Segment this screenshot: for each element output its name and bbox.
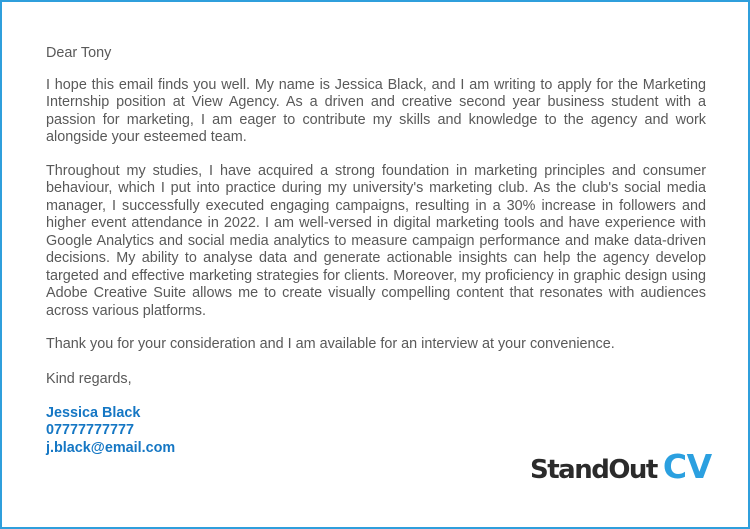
signature-name: Jessica Black [46,405,141,421]
standout-cv-logo [530,447,712,491]
letter-paragraph-experience: Throughout my studies, I have acquired a strong foundation in marketing principles and consumer behaviour, which I put into practice during my university's marketing club. As the club's social media manager, I successfully executed engaging campaigns, resulting in a 30% increase in followers and higher event attendance in 2022. I am well-versed in digital marketing tools and have experience with Google Analytics and social media analytics to measure campaign performance and make data-driven decisions. My ability to analyse data and generate actionable insights can help the agency develop targeted and effective marketing strategies for clients. Moreover, my proficiency in graphic design using Adobe Creative Suite allows me to create visually compelling content that resonates with audiences across various platforms. [46,162,706,319]
cover-letter [46,45,706,457]
letter-paragraph-intro: I hope this email finds you well. My name is Jessica Black, and I am writing to apply for the Marketing Internship position at View Agency. As a driven and creative second year business student with a passion for marketing, I am eager to contribute my skills and knowledge to the agency and work alongside your esteemed team. [46,76,706,145]
logo-text-standout: StandOut [530,455,657,485]
letter-signoff: Kind regards, [46,370,132,387]
letter-greeting: Dear Tony [46,45,112,61]
logo-text-cv: CV [662,447,712,486]
signature-phone: 07777777777 [46,422,135,439]
signature-email: j.black@email.com [46,439,176,456]
letter-closing-thanks: Thank you for your consideration and I am available for an interview at your convenience. [46,336,615,352]
